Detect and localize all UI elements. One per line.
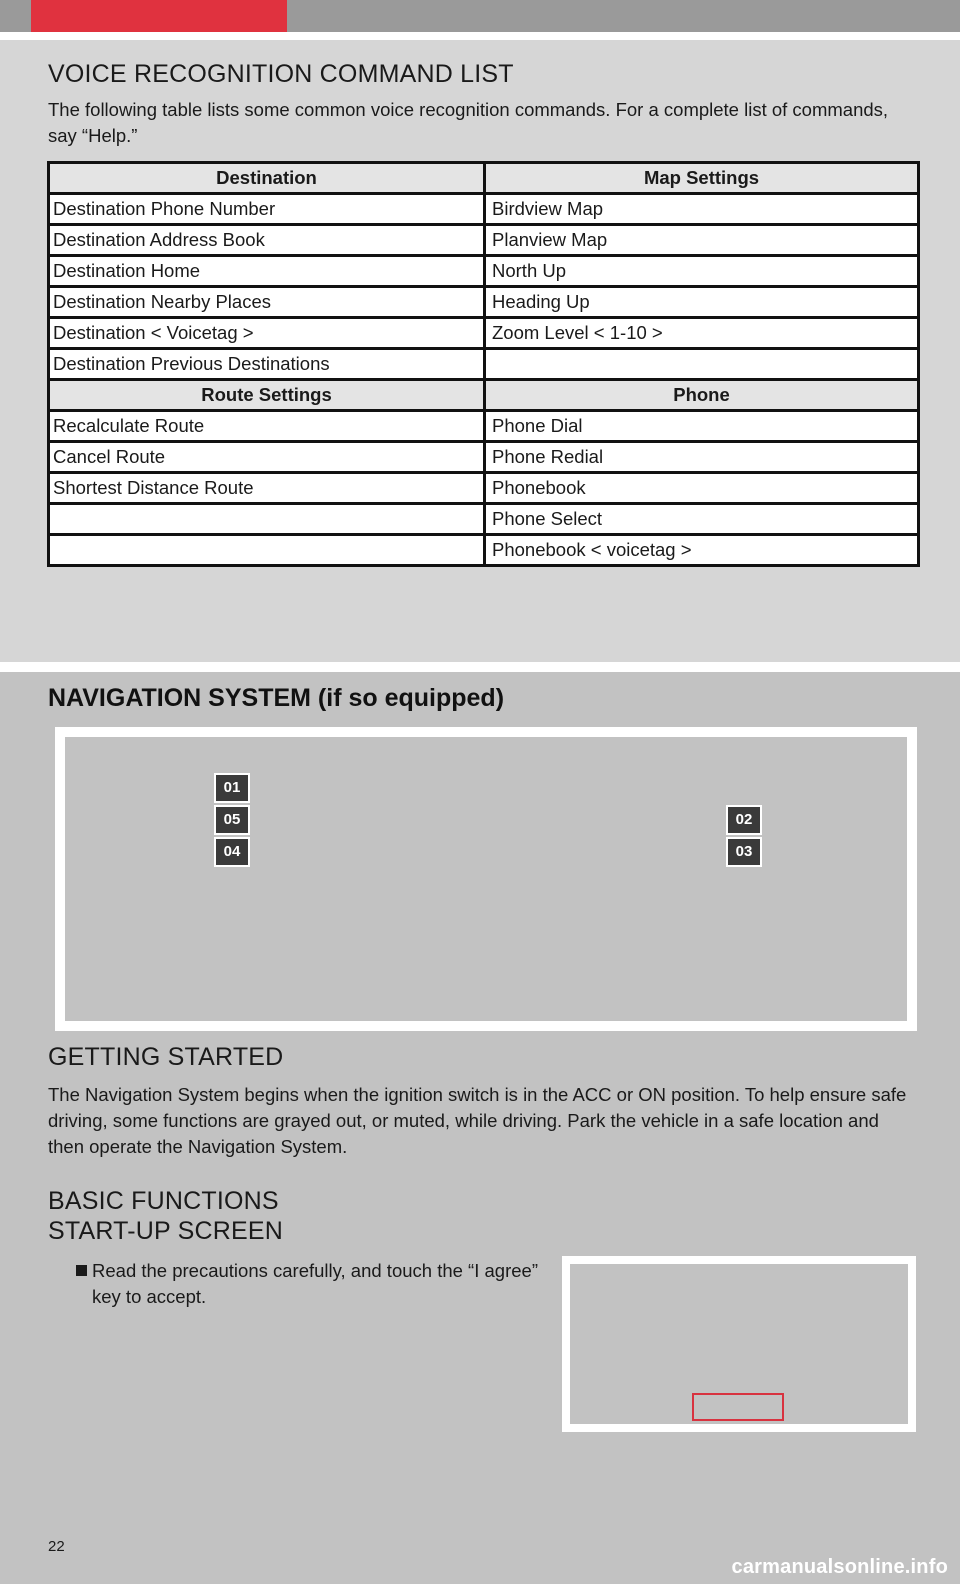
table-cell: Phonebook (485, 473, 919, 504)
navigation-system-title: NAVIGATION SYSTEM (if so equipped) (48, 684, 505, 712)
table-row (49, 473, 919, 504)
table-row (49, 287, 919, 318)
table-row (49, 318, 919, 349)
voice-section-title: VOICE RECOGNITION COMMAND LIST (48, 60, 514, 88)
table-row (49, 535, 919, 566)
table-cell: Destination Home (49, 256, 485, 287)
table-row (49, 194, 919, 225)
table-cell: Planview Map (485, 225, 919, 256)
table-cell: Birdview Map (485, 194, 919, 225)
top-banner (0, 0, 960, 32)
callout-label-03: 03 (728, 839, 760, 865)
getting-started-title: GETTING STARTED (48, 1043, 284, 1071)
table-cell (49, 535, 485, 566)
table-cell: Phone Select (485, 504, 919, 535)
table-cell: Heading Up (485, 287, 919, 318)
table-cell: Destination Previous Destinations (49, 349, 485, 380)
callout-label-05: 05 (216, 807, 248, 833)
top-divider (0, 32, 960, 40)
table-cell: Shortest Distance Route (49, 473, 485, 504)
table-row (49, 504, 919, 535)
table-header-row (49, 380, 919, 411)
table-row (49, 256, 919, 287)
site-watermark: carmanualsonline.info (731, 1556, 948, 1578)
table-cell: North Up (485, 256, 919, 287)
section-divider (0, 662, 960, 672)
red-accent-tab (31, 0, 287, 32)
getting-started-body: The Navigation System begins when the ignition switch is in the ACC or ON position. To help ensure safe driving, some functions are grayed out, or muted, while driving. Park the vehicle in a safe location and then operate the Navigation System. (48, 1084, 907, 1157)
table-cell: Phone Dial (485, 411, 919, 442)
i-agree-key-highlight (692, 1393, 784, 1421)
page-number: 22 (48, 1538, 65, 1555)
start-up-instruction: Read the precautions carefully, and touch the “I agree” key to accept. (92, 1260, 538, 1307)
table-cell: Phone Redial (485, 442, 919, 473)
basic-functions-title: BASIC FUNCTIONS (48, 1187, 279, 1215)
voice-command-table (47, 161, 920, 567)
start-up-screen-title: START-UP SCREEN (48, 1217, 283, 1245)
callout-label-04: 04 (216, 839, 248, 865)
column-header-phone: Phone (485, 380, 919, 411)
navigation-screen-placeholder (65, 737, 907, 1021)
table-row (49, 411, 919, 442)
callout-label-01: 01 (216, 775, 248, 801)
table-cell: Destination < Voicetag > (49, 318, 485, 349)
table-cell: Phonebook < voicetag > (485, 535, 919, 566)
table-row (49, 225, 919, 256)
column-header-route-settings: Route Settings (49, 380, 485, 411)
table-row (49, 349, 919, 380)
table-cell: Recalculate Route (49, 411, 485, 442)
table-cell: Destination Nearby Places (49, 287, 485, 318)
navigation-screen-image (55, 727, 917, 1031)
callout-label-02: 02 (728, 807, 760, 833)
table-row (49, 442, 919, 473)
table-cell (49, 504, 485, 535)
column-header-destination: Destination (49, 163, 485, 194)
table-cell: Zoom Level < 1-10 > (485, 318, 919, 349)
table-cell: Destination Address Book (49, 225, 485, 256)
column-header-map-settings: Map Settings (485, 163, 919, 194)
voice-section-intro: The following table lists some common voice recognition commands. For a complete list of commands, say “Help.” (48, 99, 889, 146)
table-cell (485, 349, 919, 380)
table-cell: Cancel Route (49, 442, 485, 473)
table-cell: Destination Phone Number (49, 194, 485, 225)
bullet-square-icon (76, 1265, 87, 1276)
table-header-row (49, 163, 919, 194)
